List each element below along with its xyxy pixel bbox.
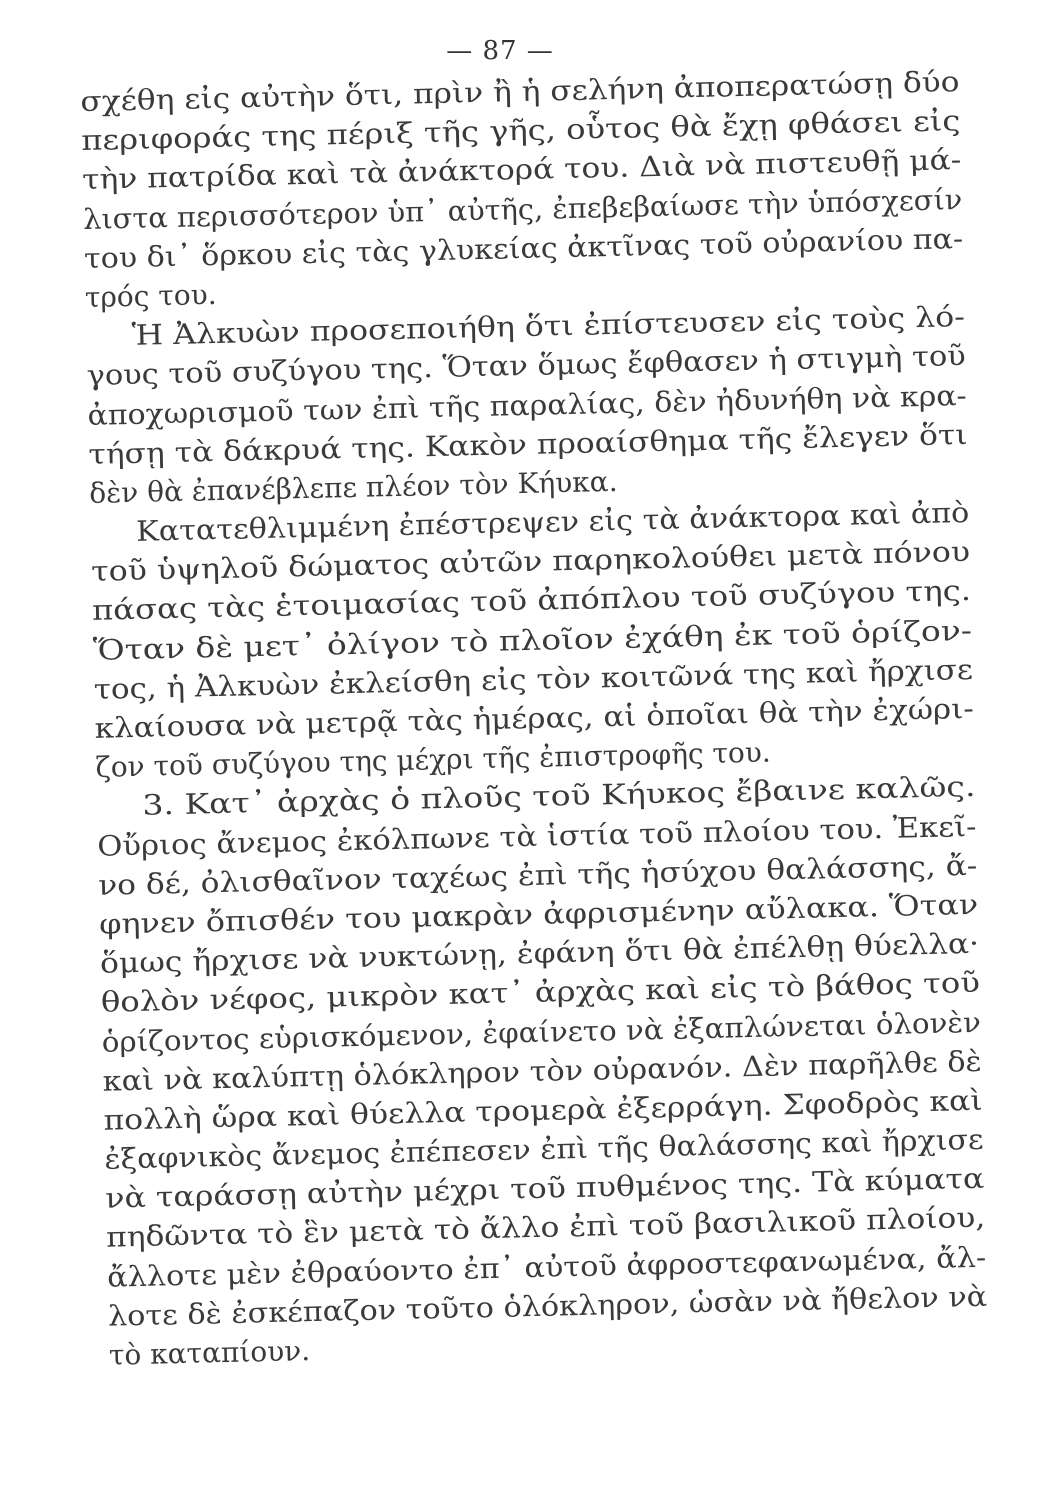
text-line: περιφοράς της πέριξ τῆς γῆς, οὗτος θὰ ἔχῃ φθάσει εἰς	[80, 104, 961, 158]
paragraph	[80, 62, 985, 317]
text-line: νο δέ, ὀλισθαῖνον ταχέως ἐπὶ τῆς ἡσύχου θαλάσσης, ἄ-	[97, 848, 978, 902]
text-line: θολὸν νέφος, μικρὸν κατ᾽ ἀρχὰς καὶ εἰς τὸ βάθος τοῦ	[100, 966, 981, 1020]
text-line: τήσῃ τὰ δάκρυά της. Κακὸν προαίσθημα τῆς ἔλεγεν ὅτι	[88, 417, 968, 471]
text-line: Ὅταν δὲ μετ᾽ ὀλίγον τὸ πλοῖον ἐχάθη ἐκ τοῦ ὁρίζον-	[92, 613, 973, 667]
text-line: ἄλλοτε μὲν ἐθραύοντο ἐπ᾽ αὐτοῦ ἀφροστεφανωμένα, ἄλ-	[106, 1240, 987, 1294]
text-line: τὸ καταπίουν.	[108, 1334, 311, 1372]
text-line: πηδῶντα τὸ ἓν μετὰ τὸ ἄλλο ἐπὶ τοῦ βασιλικοῦ πλοίου,	[105, 1201, 986, 1255]
text-line: δὲν θὰ ἐπανέβλεπε πλέον τὸν Κήυκα.	[88, 464, 618, 510]
page-number: — 87 —	[446, 36, 554, 66]
text-line: νὰ ταράσσῃ αὐτὴν μέχρι τοῦ πυθμένος της. Τὰ κύματα	[104, 1162, 985, 1215]
text-line: Οὔριος ἄνεμος ἐκόλπωνε τὰ ἱστία τοῦ πλοίου του. Ἐκεῖ-	[96, 809, 977, 863]
text-line: ὁρίζοντος εὑρισκόμενον, ἐφαίνετο νὰ ἐξαπλώνεται ὁλονὲν	[101, 1005, 982, 1059]
text-line: τρός του.	[84, 277, 217, 314]
text-line: ἐξαφνικὸς ἄνεμος ἐπέπεσεν ἐπὶ τῆς θαλάσσης καὶ ἤρχισε	[104, 1122, 984, 1176]
text-line: 3. Κατ᾽ ἀρχὰς ὁ πλοῦς τοῦ Κήυκος ἔβαινε καλῶς.	[142, 770, 976, 823]
text-line: λιστα περισσότερον ὑπ᾽ αὐτῆς, ἐπεβεβαίωσε τὴν ὑπόσχεσίν	[82, 182, 963, 236]
text-line: πολλὴ ὥρα καὶ θύελλα τρομερὰ ἐξερράγη. Σφοδρὸς καὶ	[103, 1083, 983, 1137]
text-line: τος, ἡ Ἀλκυὼν ἐκλείσθη εἰς τὸν κοιτῶνά της καὶ ἤρχισε	[93, 652, 974, 706]
paragraph	[90, 493, 996, 788]
text-line: Ἡ Ἀλκυὼν προσεποιήθη ὅτι ἐπίστευσεν εἰς τοὺς λό-	[131, 300, 966, 353]
body-text	[80, 62, 1009, 1375]
text-line: ὅμως ἤρχισε νὰ νυκτώνῃ, ἐφάνη ὅτι θὰ ἐπέλθῃ θύελλα·	[99, 926, 980, 980]
text-line: σχέθη εἰς αὐτὴν ὅτι, πρὶν ἢ ἡ σελήνη ἀποπερατώσῃ δύο	[80, 65, 960, 118]
text-line: Κατατεθλιμμένη ἐπέστρεψεν εἰς τὰ ἀνάκτορα καὶ ἀπὸ	[135, 496, 970, 548]
text-line: κλαίουσα νὰ μετρᾷ τὰς ἡμέρας, αἱ ὁποῖαι θὰ τὴν ἐχώρι-	[94, 691, 975, 745]
text-line: του δι᾽ ὅρκου εἰς τὰς γλυκείας ἀκτῖνας τοῦ οὐρανίου πα-	[83, 221, 964, 275]
text-line: γους τοῦ συζύγου της. Ὅταν ὅμως ἔφθασεν ἡ στιγμὴ τοῦ	[86, 339, 967, 393]
text-line: ζον τοῦ συζύγου της μέχρι τῆς ἐπιστροφῆς του.	[95, 735, 772, 785]
paragraph	[96, 767, 1009, 1375]
text-line: φηνεν ὄπισθέν του μακρὰν ἀφρισμένην αὔλακα. Ὅταν	[98, 887, 979, 941]
paragraph	[85, 297, 989, 513]
text-line: καὶ νὰ καλύπτῃ ὁλόκληρον τὸν οὐρανόν. Δὲν παρῆλθε δὲ	[102, 1044, 983, 1098]
text-line: τοῦ ὑψηλοῦ δώματος αὐτῶν παρηκολούθει μετὰ πόνου	[90, 535, 971, 589]
text-line: τὴν πατρίδα καὶ τὰ ἀνάκτορά του. Διὰ νὰ πιστευθῇ μά-	[81, 143, 962, 197]
text-line: λοτε δὲ ἐσκέπαζον τοῦτο ὁλόκληρον, ὡσὰν νὰ ἤθελον νὰ	[107, 1279, 988, 1333]
text-line: πάσας τὰς ἑτοιμασίας τοῦ ἀπόπλου τοῦ συζύγου της.	[91, 574, 972, 628]
text-line: ἀποχωρισμοῦ των ἐπὶ τῆς παραλίας, δὲν ἠδυνήθη νὰ κρα-	[87, 378, 967, 432]
